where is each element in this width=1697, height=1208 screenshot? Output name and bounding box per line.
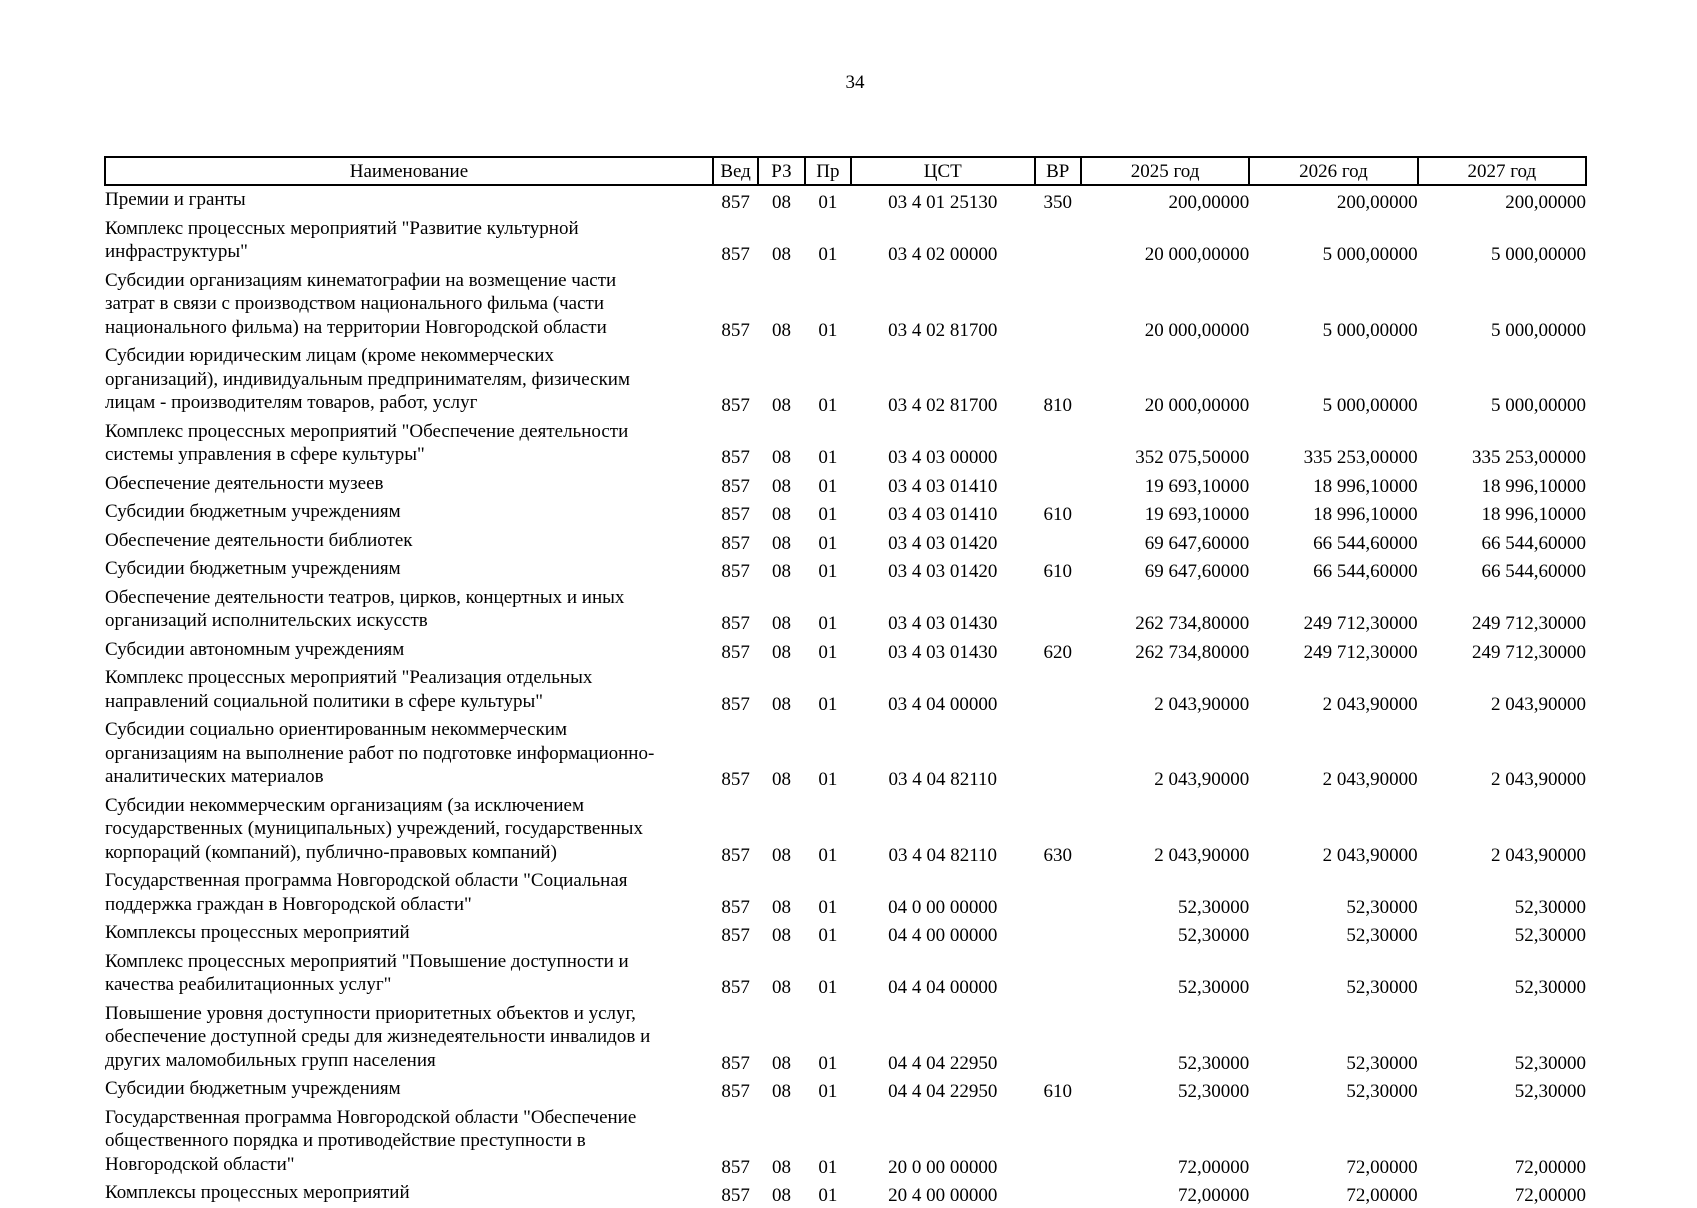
row-vr: 350	[1043, 192, 1072, 213]
row-value-2026: 18 996,10000	[1313, 475, 1418, 497]
row-name	[105, 342, 713, 418]
row-cst: 03 4 03 01420	[888, 532, 998, 554]
row-pr: 01	[818, 925, 838, 946]
row-name-line: затрат в связи с производством национального фильма (части	[105, 293, 605, 314]
row-name	[105, 1104, 713, 1180]
row-cst: 20 4 00 00000	[888, 1185, 998, 1206]
table-row	[105, 867, 1586, 919]
row-vr	[1035, 867, 1081, 919]
row-vr	[1035, 948, 1081, 1000]
row-pr: 01	[818, 244, 838, 265]
row-name	[105, 919, 713, 948]
row-name-line: организациям на выполнение работ по подготовке информационно-	[105, 742, 655, 764]
row-rz: 08	[771, 693, 791, 715]
row-value-2027: 200,00000	[1505, 192, 1586, 213]
header-2025: 2025 год	[1081, 157, 1249, 185]
row-name-line: Субсидии автономным учреждениям	[105, 638, 405, 660]
row-ved: 857	[721, 613, 750, 634]
row-value-2025: 19 693,10000	[1144, 504, 1250, 525]
row-name	[105, 418, 713, 470]
row-vr	[1035, 470, 1081, 499]
row-name-line: инфраструктуры"	[105, 241, 248, 262]
row-pr: 01	[818, 769, 838, 790]
row-name-line: Новгородской области"	[105, 1153, 295, 1175]
row-cst: 20 0 00 00000	[888, 1156, 998, 1178]
table-row	[105, 948, 1586, 1000]
table-row	[105, 215, 1586, 267]
row-pr: 01	[818, 192, 838, 213]
row-name-line: корпораций (компаний), публично-правовых компаний)	[105, 841, 557, 863]
page-number: 34	[845, 72, 865, 93]
row-value-2027: 2 043,90000	[1491, 844, 1586, 866]
row-ved: 857	[721, 1081, 750, 1102]
row-name	[105, 555, 713, 584]
row-rz: 08	[771, 1081, 791, 1102]
row-cst: 03 4 03 01430	[888, 613, 998, 634]
row-rz: 08	[771, 896, 791, 918]
row-name	[105, 716, 713, 792]
row-ved: 857	[721, 395, 750, 416]
row-value-2027: 52,30000	[1514, 1052, 1586, 1074]
row-value-2027: 52,30000	[1514, 977, 1586, 998]
row-value-2025: 52,30000	[1178, 1081, 1250, 1102]
row-vr: 620	[1043, 641, 1072, 663]
row-name	[105, 664, 713, 716]
row-value-2026: 2 043,90000	[1322, 769, 1418, 790]
row-pr: 01	[818, 319, 838, 341]
row-rz: 08	[771, 925, 791, 946]
row-name-line: Повышение уровня доступности приоритетных объектов и услуг,	[105, 1002, 636, 1024]
row-name-line: Комплекс процессных мероприятий "Обеспечение деятельности	[105, 420, 629, 442]
row-ved: 857	[721, 319, 750, 341]
row-vr: 610	[1043, 561, 1072, 582]
row-ved: 857	[721, 1052, 750, 1074]
row-rz: 08	[771, 1185, 791, 1206]
row-ved: 857	[721, 977, 750, 998]
row-name-line: общественного порядка и противодействие преступности в	[105, 1130, 586, 1151]
row-name-line: Комплексы процессных мероприятий	[105, 1182, 410, 1203]
row-pr: 01	[818, 693, 838, 715]
table-body	[105, 185, 1586, 1208]
row-value-2026: 249 712,30000	[1303, 613, 1418, 634]
row-pr: 01	[818, 1156, 838, 1178]
row-value-2026: 52,30000	[1346, 1052, 1418, 1074]
table-row	[105, 1075, 1586, 1104]
row-name-line: других маломобильных групп населения	[105, 1049, 436, 1071]
row-value-2027: 249 712,30000	[1472, 641, 1586, 663]
row-value-2027: 66 544,60000	[1481, 532, 1586, 554]
row-value-2025: 69 647,60000	[1144, 561, 1250, 582]
row-ved: 857	[721, 925, 750, 946]
row-pr: 01	[818, 613, 838, 634]
row-value-2027: 52,30000	[1514, 1081, 1586, 1102]
header-2026: 2026 год	[1249, 157, 1417, 185]
row-name-line: Субсидии организациям кинематографии на возмещение части	[105, 269, 617, 291]
row-value-2026: 52,30000	[1346, 977, 1418, 998]
row-value-2025: 352 075,50000	[1135, 447, 1250, 468]
row-name-line: Комплекс процессных мероприятий "Развитие культурной	[105, 217, 579, 239]
row-value-2026: 335 253,00000	[1303, 447, 1418, 468]
row-rz: 08	[771, 244, 791, 265]
row-value-2025: 2 043,90000	[1154, 693, 1250, 715]
row-value-2027: 52,30000	[1514, 925, 1586, 946]
row-pr: 01	[818, 1081, 838, 1102]
row-pr: 01	[818, 1052, 838, 1074]
row-vr: 610	[1043, 504, 1072, 525]
row-value-2026: 2 043,90000	[1322, 844, 1418, 866]
row-cst: 03 4 03 01420	[888, 561, 998, 582]
table-row	[105, 636, 1586, 665]
row-name-line: качества реабилитационных услуг"	[105, 974, 392, 995]
table-row	[105, 1104, 1586, 1180]
row-ved: 857	[721, 561, 750, 582]
row-value-2025: 19 693,10000	[1144, 475, 1250, 497]
table-row	[105, 1000, 1586, 1076]
row-name	[105, 792, 713, 868]
row-name-line: Субсидии юридическим лицам (кроме некоммерческих	[105, 345, 554, 366]
row-value-2025: 52,30000	[1178, 977, 1250, 998]
row-name	[105, 867, 713, 919]
row-name-line: обеспечение доступной среды для жизнедеятельности инвалидов и	[105, 1026, 651, 1047]
row-pr: 01	[818, 561, 838, 582]
table-row	[105, 716, 1586, 792]
row-rz: 08	[771, 447, 791, 468]
row-value-2025: 2 043,90000	[1154, 769, 1250, 790]
row-value-2025: 52,30000	[1178, 1052, 1250, 1074]
header-name: Наименование	[105, 157, 713, 185]
row-cst: 04 4 04 00000	[888, 977, 998, 998]
row-value-2027: 72,00000	[1514, 1185, 1586, 1206]
row-cst: 03 4 03 01410	[888, 475, 998, 497]
header-rz: РЗ	[758, 157, 804, 185]
row-value-2027: 66 544,60000	[1481, 561, 1586, 582]
row-value-2026: 52,30000	[1346, 896, 1418, 918]
row-ved: 857	[721, 844, 750, 866]
row-name-line: направлений социальной политики в сфере культуры"	[105, 690, 544, 712]
row-value-2025: 200,00000	[1168, 192, 1250, 213]
row-vr	[1035, 418, 1081, 470]
row-ved: 857	[721, 769, 750, 790]
row-name-line: Государственная программа Новгородской области "Социальная	[105, 870, 628, 891]
row-value-2027: 18 996,10000	[1481, 475, 1586, 497]
row-cst: 03 4 04 82110	[888, 769, 998, 790]
row-name	[105, 527, 713, 556]
row-value-2026: 5 000,00000	[1322, 395, 1418, 416]
row-value-2027: 5 000,00000	[1491, 319, 1586, 341]
row-name-line: Комплексы процессных мероприятий	[105, 922, 410, 943]
row-vr: 810	[1043, 395, 1072, 416]
table-row	[105, 527, 1586, 556]
row-pr: 01	[818, 896, 838, 918]
row-name	[105, 267, 713, 343]
row-name	[105, 584, 713, 636]
row-cst: 03 4 02 81700	[888, 395, 998, 416]
row-value-2026: 52,30000	[1346, 1081, 1418, 1102]
row-rz: 08	[771, 844, 791, 866]
row-name-line: Государственная программа Новгородской области "Обеспечение	[105, 1106, 637, 1128]
row-name-line: Обеспечение деятельности театров, цирков, концертных и иных	[105, 586, 625, 608]
row-value-2027: 72,00000	[1514, 1156, 1586, 1178]
row-value-2026: 52,30000	[1346, 925, 1418, 946]
table-row	[105, 498, 1586, 527]
row-value-2026: 66 544,60000	[1313, 561, 1418, 582]
row-vr	[1035, 267, 1081, 343]
row-vr	[1035, 584, 1081, 636]
row-pr: 01	[818, 844, 838, 866]
table-row	[105, 470, 1586, 499]
row-value-2026: 72,00000	[1346, 1156, 1418, 1178]
row-value-2026: 66 544,60000	[1313, 532, 1418, 554]
row-name-line: аналитических материалов	[105, 766, 324, 787]
row-name	[105, 1075, 713, 1104]
row-pr: 01	[818, 977, 838, 998]
row-value-2025: 20 000,00000	[1144, 244, 1250, 265]
row-vr	[1035, 1104, 1081, 1180]
row-name	[105, 185, 713, 215]
row-name-line: национального фильма) на территории Новгородской области	[105, 316, 607, 338]
row-name	[105, 636, 713, 665]
row-value-2026: 5 000,00000	[1322, 319, 1418, 341]
row-value-2027: 2 043,90000	[1491, 693, 1586, 715]
row-rz: 08	[771, 1156, 791, 1178]
row-ved: 857	[721, 1185, 750, 1206]
row-pr: 01	[818, 395, 838, 416]
header-vr: ВР	[1035, 157, 1081, 185]
row-ved: 857	[721, 1156, 750, 1178]
row-rz: 08	[771, 769, 791, 790]
row-name-line: Субсидии бюджетным учреждениям	[105, 501, 401, 522]
row-vr: 610	[1043, 1081, 1072, 1102]
row-value-2027: 18 996,10000	[1481, 504, 1586, 525]
header-ved: Вед	[713, 157, 758, 185]
table-row	[105, 267, 1586, 343]
table-row	[105, 418, 1586, 470]
row-rz: 08	[771, 475, 791, 497]
table-row	[105, 342, 1586, 418]
row-pr: 01	[818, 447, 838, 468]
row-value-2027: 52,30000	[1514, 896, 1586, 918]
row-ved: 857	[721, 641, 750, 663]
row-vr	[1035, 215, 1081, 267]
row-rz: 08	[771, 641, 791, 663]
row-value-2027: 249 712,30000	[1472, 613, 1586, 634]
row-cst: 03 4 04 82110	[888, 844, 998, 866]
row-rz: 08	[771, 977, 791, 998]
row-cst: 03 4 02 81700	[888, 319, 998, 341]
row-value-2026: 72,00000	[1346, 1185, 1418, 1206]
row-name-line: Субсидии бюджетным учреждениям	[105, 558, 401, 579]
table-row	[105, 185, 1586, 215]
row-pr: 01	[818, 641, 838, 663]
row-name	[105, 498, 713, 527]
row-name-line: государственных (муниципальных) учреждений, государственных	[105, 818, 643, 839]
row-cst: 03 4 03 01430	[888, 641, 998, 663]
table-header-row	[105, 157, 1586, 185]
row-name-line: Субсидии социально ориентированным некоммерческим	[105, 719, 568, 740]
row-ved: 857	[721, 693, 750, 715]
row-ved: 857	[721, 244, 750, 265]
row-name	[105, 470, 713, 499]
row-name	[105, 948, 713, 1000]
row-value-2027: 5 000,00000	[1491, 395, 1586, 416]
row-cst: 04 0 00 00000	[888, 896, 998, 918]
row-ved: 857	[721, 447, 750, 468]
row-name-line: Премии и гранты	[105, 189, 246, 210]
row-cst: 03 4 04 00000	[888, 693, 998, 715]
row-rz: 08	[771, 532, 791, 554]
row-rz: 08	[771, 192, 791, 213]
table-row	[105, 1179, 1586, 1208]
row-value-2025: 262 734,80000	[1135, 641, 1250, 663]
row-name-line: организаций), индивидуальным предпринимателям, физическим	[105, 368, 630, 390]
row-name-line: Комплекс процессных мероприятий "Повышение доступности и	[105, 950, 629, 972]
row-value-2026: 200,00000	[1336, 192, 1418, 213]
budget-table	[104, 156, 1587, 1208]
row-value-2025: 20 000,00000	[1144, 319, 1250, 341]
row-name	[105, 1000, 713, 1076]
row-value-2025: 2 043,90000	[1154, 844, 1250, 866]
row-cst: 04 4 04 22950	[888, 1081, 998, 1102]
table-row	[105, 584, 1586, 636]
row-vr	[1035, 527, 1081, 556]
row-cst: 03 4 03 01410	[888, 504, 998, 525]
row-cst: 03 4 03 00000	[888, 447, 998, 468]
row-name	[105, 1179, 713, 1208]
row-pr: 01	[818, 532, 838, 554]
header-2027: 2027 год	[1418, 157, 1586, 185]
row-cst: 04 4 00 00000	[888, 925, 998, 946]
row-value-2025: 69 647,60000	[1144, 532, 1250, 554]
row-value-2026: 18 996,10000	[1313, 504, 1418, 525]
row-vr	[1035, 919, 1081, 948]
row-value-2026: 2 043,90000	[1322, 693, 1418, 715]
row-cst: 04 4 04 22950	[888, 1052, 998, 1074]
row-pr: 01	[818, 475, 838, 497]
row-ved: 857	[721, 192, 750, 213]
row-rz: 08	[771, 504, 791, 525]
row-rz: 08	[771, 395, 791, 416]
row-rz: 08	[771, 561, 791, 582]
table-row	[105, 792, 1586, 868]
row-value-2027: 2 043,90000	[1491, 769, 1586, 790]
row-value-2026: 249 712,30000	[1303, 641, 1418, 663]
row-name-line: лицам - производителям товаров, работ, услуг	[105, 392, 478, 413]
row-name-line: Субсидии бюджетным учреждениям	[105, 1078, 401, 1099]
row-name-line: Обеспечение деятельности библиотек	[105, 529, 413, 551]
row-vr	[1035, 664, 1081, 716]
row-value-2025: 52,30000	[1178, 925, 1250, 946]
row-value-2027: 335 253,00000	[1472, 447, 1586, 468]
row-name-line: Субсидии некоммерческим организациям (за исключением	[105, 794, 584, 816]
row-name-line: системы управления в сфере культуры"	[105, 444, 425, 465]
row-value-2025: 20 000,00000	[1144, 395, 1250, 416]
row-vr	[1035, 1000, 1081, 1076]
row-value-2025: 262 734,80000	[1135, 613, 1250, 634]
row-name-line: Комплекс процессных мероприятий "Реализация отдельных	[105, 667, 593, 688]
row-vr	[1035, 716, 1081, 792]
row-value-2027: 5 000,00000	[1491, 244, 1586, 265]
table-row	[105, 919, 1586, 948]
row-ved: 857	[721, 532, 750, 554]
row-pr: 01	[818, 1185, 838, 1206]
row-name-line: поддержка граждан в Новгородской области"	[105, 893, 472, 915]
table-row	[105, 555, 1586, 584]
row-value-2025: 72,00000	[1178, 1156, 1250, 1178]
row-cst: 03 4 02 00000	[888, 244, 998, 265]
row-rz: 08	[771, 1052, 791, 1074]
row-rz: 08	[771, 613, 791, 634]
row-value-2025: 72,00000	[1178, 1185, 1250, 1206]
row-pr: 01	[818, 504, 838, 525]
row-name	[105, 215, 713, 267]
row-value-2025: 52,30000	[1178, 896, 1250, 918]
header-cst: ЦСТ	[851, 157, 1034, 185]
row-name-line: Обеспечение деятельности музеев	[105, 472, 384, 494]
row-ved: 857	[721, 896, 750, 918]
row-rz: 08	[771, 319, 791, 341]
row-vr	[1035, 1179, 1081, 1208]
row-name-line: организаций исполнительских искусств	[105, 610, 428, 631]
row-ved: 857	[721, 504, 750, 525]
row-ved: 857	[721, 475, 750, 497]
table-row	[105, 664, 1586, 716]
row-value-2026: 5 000,00000	[1322, 244, 1418, 265]
header-pr: Пр	[805, 157, 851, 185]
row-vr: 630	[1043, 844, 1072, 866]
row-cst: 03 4 01 25130	[888, 192, 998, 213]
